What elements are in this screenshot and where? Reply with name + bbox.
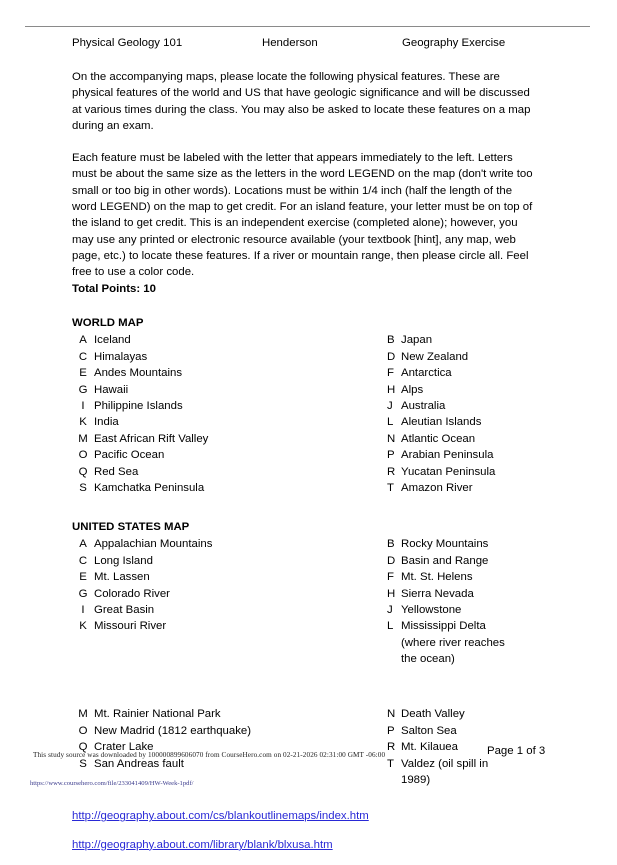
list-item <box>387 480 542 496</box>
list-item <box>72 618 307 634</box>
item-name: Philippine Islands <box>94 399 183 412</box>
item-letter: P <box>387 449 395 462</box>
list-item <box>72 553 307 569</box>
list-item <box>72 569 307 585</box>
item-name: Mt. St. Helens <box>401 571 473 584</box>
item-name: Alps <box>401 383 424 396</box>
list-item <box>387 706 542 722</box>
world-map-right-column <box>307 332 542 496</box>
link-blank-usa-map[interactable]: http://geography.about.com/library/blank/blxusa.htm <box>72 838 333 851</box>
link-blank-outline-maps[interactable]: http://geography.about.com/cs/blankoutlinemaps/index.htm <box>72 810 369 823</box>
section-world-map <box>72 315 542 497</box>
section-united-states-map <box>72 519 542 668</box>
item-name: Valdez (oil spill in <box>401 757 489 770</box>
item-name: Arabian Peninsula <box>401 449 494 462</box>
list-item <box>387 553 542 569</box>
list-item <box>387 602 542 618</box>
item-name: Yellowstone <box>401 603 462 616</box>
list-item <box>387 569 542 585</box>
us-map-columns <box>72 536 542 667</box>
item-name: Mt. Lassen <box>94 571 150 584</box>
item-name: Appalachian Mountains <box>94 538 213 551</box>
item-letter: Q <box>78 465 88 478</box>
list-item <box>72 723 307 739</box>
list-item <box>387 723 542 739</box>
item-name-continuation-1: 1989) <box>401 773 431 786</box>
world-map-left-column <box>72 332 307 496</box>
item-name: Pacific Ocean <box>94 449 165 462</box>
list-item <box>387 349 542 365</box>
coursehero-source-url[interactable]: https://www.coursehero.com/file/233041409/HW-Week-1pdf/ <box>30 780 194 787</box>
coursehero-download-note: This study source was downloaded by 100000899606070 from CourseHero.com on 02-21-2026 02:31:00 GMT -06:00 <box>33 751 386 759</box>
item-letter: I <box>81 603 85 616</box>
item-letter: C <box>78 350 88 363</box>
reference-links <box>72 808 542 853</box>
item-letter: N <box>387 708 396 721</box>
list-item <box>72 382 307 398</box>
item-name: Great Basin <box>94 603 155 616</box>
list-item <box>387 756 542 789</box>
item-name: Crater Lake <box>94 741 154 754</box>
item-name: Mt. Kilauea <box>401 741 458 754</box>
item-name: Antarctica <box>401 367 452 380</box>
item-name: Himalayas <box>94 350 148 363</box>
item-name: Red Sea <box>94 465 139 478</box>
document-content <box>72 36 542 865</box>
item-letter: T <box>387 757 394 770</box>
item-name: Long Island <box>94 554 153 567</box>
item-name: Atlantic Ocean <box>401 432 476 445</box>
item-name: Mt. Rainier National Park <box>94 708 221 721</box>
item-name-group <box>401 756 542 789</box>
item-name: Missouri River <box>94 620 167 633</box>
item-letter: D <box>387 554 396 567</box>
item-letter: L <box>387 416 394 429</box>
list-item <box>387 618 542 667</box>
item-letter: Q <box>78 741 88 754</box>
header-course-title: Physical Geology 101 <box>72 37 183 49</box>
list-item <box>72 536 307 552</box>
item-name: Salton Sea <box>401 724 457 737</box>
section-title-world-map: WORLD MAP <box>72 316 144 329</box>
document-header <box>72 36 542 51</box>
section-gap-2 <box>72 674 542 690</box>
item-letter: P <box>387 724 395 737</box>
item-letter: K <box>79 620 87 633</box>
list-item <box>387 464 542 480</box>
page-number-label: Page 1 of 3 <box>487 745 546 757</box>
item-letter: M <box>78 708 88 721</box>
total-points-label: Total Points: 10 <box>72 282 156 295</box>
item-name: Yucatan Peninsula <box>401 465 496 478</box>
item-letter: I <box>81 399 85 412</box>
item-letter: S <box>79 757 87 770</box>
list-item <box>72 332 307 348</box>
list-item <box>72 349 307 365</box>
item-letter: R <box>387 465 396 478</box>
item-letter: O <box>78 724 88 737</box>
list-item <box>387 332 542 348</box>
list-item <box>72 602 307 618</box>
us-map-left-column <box>72 536 307 667</box>
item-name: Rocky Mountains <box>401 538 489 551</box>
item-name: Amazon River <box>401 482 473 495</box>
item-letter: S <box>79 482 87 495</box>
item-name: Death Valley <box>401 708 465 721</box>
item-letter: B <box>387 334 395 347</box>
section-united-states-map-continued <box>72 706 542 788</box>
item-letter: G <box>78 383 88 396</box>
section-gap-3 <box>72 690 542 706</box>
list-item <box>387 447 542 463</box>
list-item <box>72 431 307 447</box>
item-name-continuation-1: (where river reaches <box>401 636 505 649</box>
item-letter: A <box>79 334 87 347</box>
item-name: Basin and Range <box>401 554 489 567</box>
item-letter: L <box>387 620 394 633</box>
item-name: New Zealand <box>401 350 469 363</box>
intro-paragraph: On the accompanying maps, please locate the following physical features. These are physical features of the world and US that have geologic significance and will be discussed at various times during the class. You may also be asked to locate these features on a map during an exam. <box>72 71 531 132</box>
us-map-right-column <box>307 536 542 667</box>
item-letter: J <box>387 399 393 412</box>
item-name: San Andreas fault <box>94 757 184 770</box>
list-item <box>387 365 542 381</box>
item-name: India <box>94 416 119 429</box>
item-name: Sierra Nevada <box>401 587 474 600</box>
list-item <box>387 431 542 447</box>
item-name: Mississippi Delta <box>401 620 486 633</box>
item-letter: N <box>387 432 396 445</box>
item-letter: M <box>78 432 88 445</box>
list-item <box>72 586 307 602</box>
item-letter: E <box>79 571 87 584</box>
item-letter: C <box>78 554 88 567</box>
list-item <box>387 586 542 602</box>
item-name-continuation-2: the ocean) <box>401 653 455 666</box>
list-item <box>387 382 542 398</box>
item-letter: H <box>387 383 396 396</box>
item-name: Japan <box>401 334 433 347</box>
item-name: Kamchatka Peninsula <box>94 482 205 495</box>
item-letter: D <box>387 350 396 363</box>
list-item <box>72 447 307 463</box>
item-letter: J <box>387 603 393 616</box>
section-title-united-states-map: UNITED STATES MAP <box>72 520 190 533</box>
list-item <box>72 414 307 430</box>
list-item <box>72 706 307 722</box>
list-item <box>72 398 307 414</box>
item-letter: R <box>387 741 396 754</box>
list-item <box>72 480 307 496</box>
item-letter: A <box>79 538 87 551</box>
item-name: Colorado River <box>94 587 170 600</box>
header-instructor-name: Henderson <box>262 37 318 49</box>
item-letter: E <box>79 367 87 380</box>
world-map-columns <box>72 332 542 496</box>
item-name: Andes Mountains <box>94 367 183 380</box>
item-letter: O <box>78 449 88 462</box>
us-map-continued-columns <box>72 706 542 788</box>
item-name: Australia <box>401 399 446 412</box>
list-item <box>387 398 542 414</box>
item-letter: F <box>387 367 394 380</box>
item-letter: B <box>387 538 395 551</box>
list-item <box>387 414 542 430</box>
item-letter: G <box>78 587 88 600</box>
item-letter: F <box>387 571 394 584</box>
item-name: Hawaii <box>94 383 129 396</box>
list-item <box>72 365 307 381</box>
instructions-paragraph: Each feature must be labeled with the letter that appears immediately to the left. Letters must be about the same size as the letters in the word LEGEND on the map (don't write too small or too big in other words). Locations must be within 1/4 inch (half the length of the word LEGEND) on the map to get credit. For an island feature, your letter must be on top of the island to get credit. This is an independent exercise (completed alone); however, you may use any printed or electronic resource available (your textbook [hint], any map, web page, etc.) to locate these features. If a river or mountain range, then please circle all. Feel free to use a color code. <box>72 152 533 279</box>
item-name-group <box>401 618 542 667</box>
header-divider-rule <box>25 26 590 27</box>
list-item <box>387 536 542 552</box>
item-name: New Madrid (1812 earthquake) <box>94 724 252 737</box>
header-assignment-type: Geography Exercise <box>402 37 506 49</box>
item-name: East African Rift Valley <box>94 432 209 445</box>
item-letter: K <box>79 416 87 429</box>
item-name: Iceland <box>94 334 131 347</box>
list-item <box>72 464 307 480</box>
us-map-continued-left-column <box>72 706 307 788</box>
section-gap <box>72 502 542 518</box>
item-name: Aleutian Islands <box>401 416 482 429</box>
item-letter: T <box>387 482 394 495</box>
item-letter: H <box>387 587 396 600</box>
